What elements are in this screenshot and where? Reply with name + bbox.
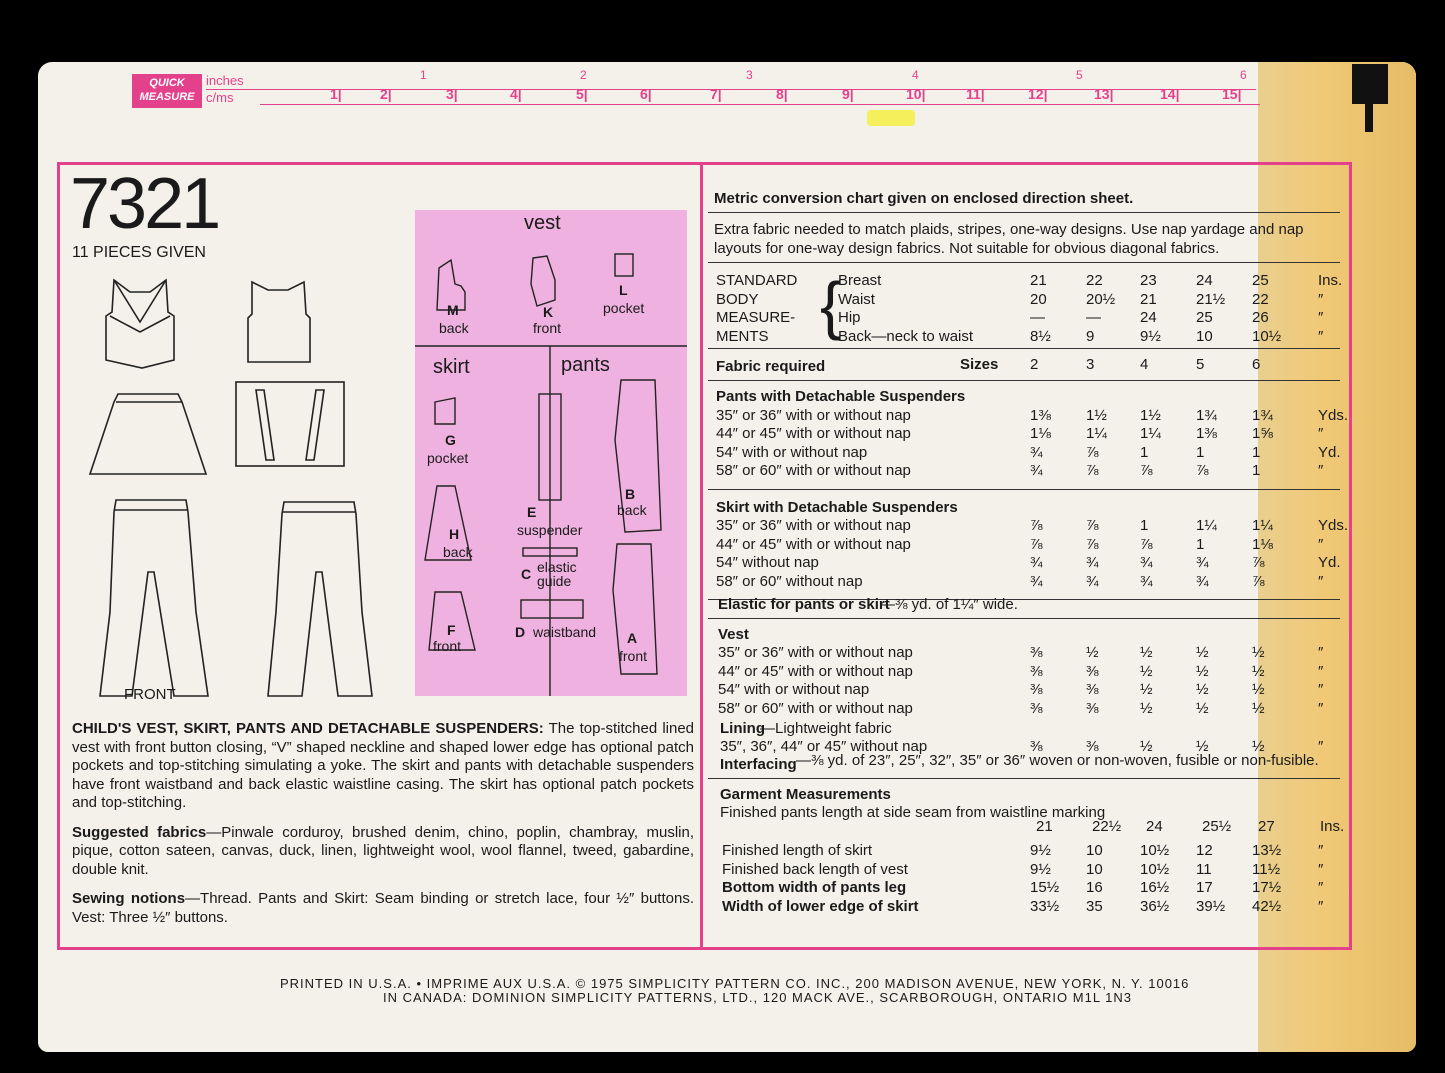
row-label: 44″ or 45″ with or without nap xyxy=(716,535,911,553)
value-cell: 9½ xyxy=(1140,327,1161,345)
garment-illustrations xyxy=(70,272,400,712)
inches-label: inches xyxy=(206,73,244,88)
value-cell: 24 xyxy=(1146,818,1163,835)
piece-letter: F xyxy=(447,622,456,638)
value-cell: 25 xyxy=(1252,272,1269,289)
value-cell: ¾ xyxy=(1030,443,1043,461)
ruler-inch-tick: 5 xyxy=(1076,68,1083,82)
section-title: Pants with Detachable Suspenders xyxy=(716,388,966,405)
piece-letter: C xyxy=(521,566,532,582)
value-cell: 1 xyxy=(1140,443,1149,461)
row-label: Back—neck to waist xyxy=(838,327,974,345)
value-cell: ⅞ xyxy=(1252,554,1265,571)
rule xyxy=(708,262,1340,263)
value-cell: ¾ xyxy=(1140,572,1153,590)
ruler-cm-tick: 12| xyxy=(1028,86,1048,102)
value-cell: 26 xyxy=(1252,309,1269,326)
value-cell: ¾ xyxy=(1196,572,1209,590)
piece-letter: E xyxy=(527,504,537,520)
value-cell: 1⅛ xyxy=(1252,535,1273,553)
ruler-line xyxy=(260,104,1260,105)
value-cell: ⅜ xyxy=(1086,699,1099,717)
value-cell: 25 xyxy=(1196,309,1213,326)
row-label: Width of lower edge of skirt xyxy=(722,897,919,915)
row-label: 35″ or 36″ with or without nap xyxy=(716,517,911,534)
unit-cell: ″ xyxy=(1318,290,1324,308)
row-label: Finished length of skirt xyxy=(722,842,873,859)
size-header: 2 xyxy=(1030,356,1039,373)
size-header: 3 xyxy=(1086,356,1095,373)
value-cell: ⅞ xyxy=(1140,535,1153,553)
value-cell: ⅜ xyxy=(1086,662,1099,680)
unit-cell: Yd. xyxy=(1318,554,1341,571)
value-cell: 13½ xyxy=(1252,842,1282,859)
suspenders-drawing xyxy=(236,382,344,466)
metric-note: Metric conversion chart given on enclosed direction sheet. xyxy=(714,190,1134,207)
row-label: 44″ or 45″ with or without nap xyxy=(718,662,913,680)
value-cell: 35 xyxy=(1086,897,1103,915)
value-cell: ½ xyxy=(1252,681,1265,698)
value-cell: 21 xyxy=(1140,290,1157,308)
value-cell: ½ xyxy=(1140,738,1153,755)
body-measure-label: MENTS xyxy=(716,327,769,345)
piece-letter: A xyxy=(627,630,638,646)
value-cell: 20 xyxy=(1030,290,1047,308)
ruler-cm-tick: 5| xyxy=(576,86,588,102)
value-cell: 1¼ xyxy=(1086,425,1107,442)
rule xyxy=(708,348,1340,349)
value-cell: ⅞ xyxy=(1086,535,1099,553)
value-cell: ⅞ xyxy=(1252,572,1265,590)
value-cell: ½ xyxy=(1252,644,1265,661)
row-label: Waist xyxy=(838,290,875,308)
value-cell: 1½ xyxy=(1086,406,1107,424)
body-measure-label: MEASURE- xyxy=(716,309,796,326)
value-cell: 10 xyxy=(1196,327,1213,345)
value-cell: 1¼ xyxy=(1140,425,1161,442)
extra-fabric-note: Extra fabric needed to match plaids, stripes, one-way designs. Use nap yardage and nap layouts for one-way design fabrics. Not suitable for obvious diagonal fabrics. xyxy=(714,221,1304,257)
fabrics-label: Suggested fabrics xyxy=(72,823,207,841)
value-cell: 10½ xyxy=(1252,327,1282,345)
value-cell: ½ xyxy=(1086,644,1099,661)
ruler-cm-tick: 9| xyxy=(842,86,854,102)
yellow-tab xyxy=(867,110,915,126)
value-cell: 1 xyxy=(1252,462,1261,479)
piece-name: front xyxy=(619,648,648,664)
ruler-inch-tick: 6 xyxy=(1240,68,1247,82)
unit-cell: Ins. xyxy=(1320,818,1345,835)
unit-cell: ″ xyxy=(1318,327,1324,345)
value-cell: 10½ xyxy=(1140,842,1170,859)
value-cell: 1⅜ xyxy=(1030,406,1051,424)
value-cell: 42½ xyxy=(1252,897,1282,915)
row-label: 58″ or 60″ with or without nap xyxy=(718,699,913,717)
skirt-heading: skirt xyxy=(433,356,470,378)
unit-cell: ″ xyxy=(1318,860,1324,878)
value-cell: ½ xyxy=(1140,644,1153,661)
row-label: 44″ or 45″ with or without nap xyxy=(716,425,911,442)
row-label: 58″ or 60″ with or without nap xyxy=(716,462,911,479)
brace: { xyxy=(820,269,842,341)
garment-sub: Finished pants length at side seam from waistline marking xyxy=(720,804,1106,821)
lining-text: —Lightweight fabric xyxy=(760,720,892,737)
value-cell: ½ xyxy=(1196,738,1209,755)
row-label: Breast xyxy=(838,272,882,289)
notions-text: —Thread. Pants and Skirt: Seam binding or stretch lace, four ½″ buttons. Vest: Three ½″ buttons. xyxy=(72,890,694,926)
unit-cell: ″ xyxy=(1318,681,1324,698)
value-cell: 1¼ xyxy=(1196,517,1217,534)
lining-label: Lining xyxy=(720,720,765,737)
unit-cell: ″ xyxy=(1318,879,1324,896)
value-cell: — xyxy=(1086,309,1101,326)
size-header: 6 xyxy=(1252,356,1261,373)
piece-letter: M xyxy=(447,302,459,318)
tape-mark xyxy=(1352,64,1388,104)
row-label: 35″, 36″, 44″ or 45″ without nap xyxy=(720,738,928,755)
interfacing-text: —⅜ yd. of 23″, 25″, 32″, 35″ or 36″ woven or non-woven, fusible or non-fusible. xyxy=(796,752,1319,769)
piece-name: suspender xyxy=(517,522,583,538)
value-cell: 24 xyxy=(1140,309,1157,326)
value-cell: 1⅛ xyxy=(1030,425,1051,442)
fabrics-text: —Pinwale corduroy, brushed denim, chino, poplin, chambray, muslin, pique, cotton sateen, canvas, duck, linen, lightweight wool, wool flannel, tweed, gabardine, double knit. xyxy=(72,823,694,878)
ruler-cm-tick: 4| xyxy=(510,86,522,102)
unit-cell: ″ xyxy=(1318,572,1324,590)
unit-cell: Yds. xyxy=(1318,517,1349,534)
value-cell: ⅞ xyxy=(1086,443,1099,461)
unit-cell: ″ xyxy=(1318,535,1324,553)
pants-front-drawing xyxy=(100,500,208,696)
row-label: Finished back length of vest xyxy=(722,860,908,878)
value-cell: ¾ xyxy=(1030,572,1043,590)
fabric-required-label: Fabric required xyxy=(716,358,826,375)
value-cell: 25½ xyxy=(1202,818,1232,835)
value-cell: ¾ xyxy=(1030,554,1043,571)
value-cell: ¾ xyxy=(1196,554,1209,571)
value-cell: ½ xyxy=(1196,699,1209,717)
value-cell: ¾ xyxy=(1030,462,1043,479)
value-cell: ½ xyxy=(1196,681,1209,698)
value-cell: ⅜ xyxy=(1030,738,1043,755)
value-cell: 1⅜ xyxy=(1196,425,1217,442)
value-cell: ½ xyxy=(1140,681,1153,698)
value-cell: 21 xyxy=(1036,818,1053,835)
value-cell: 36½ xyxy=(1140,897,1170,915)
tape-mark-small xyxy=(1365,102,1373,132)
unit-cell: Ins. xyxy=(1318,272,1343,289)
body-measure-label: STANDARD xyxy=(716,272,798,289)
pants-back-drawing xyxy=(268,502,372,696)
ruler-inch-tick: 3 xyxy=(746,68,753,82)
value-cell: 1½ xyxy=(1140,406,1161,424)
unit-cell: ″ xyxy=(1318,644,1324,661)
value-cell: 9½ xyxy=(1030,842,1051,859)
piece-letter: B xyxy=(625,486,636,502)
value-cell: 1¼ xyxy=(1252,517,1273,534)
value-cell: 23 xyxy=(1140,272,1157,289)
pattern-description xyxy=(72,720,694,938)
unit-cell: ″ xyxy=(1318,425,1324,442)
value-cell: 24 xyxy=(1196,272,1213,289)
vest-front-drawing xyxy=(106,280,174,368)
piece-letter: L xyxy=(619,282,628,298)
value-cell: ⅜ xyxy=(1030,681,1043,698)
ruler-cm-tick: 8| xyxy=(776,86,788,102)
piece-name: back xyxy=(443,544,473,560)
size-header: 5 xyxy=(1196,356,1205,373)
row-label: 54″ with or without nap xyxy=(716,443,868,461)
body-measure-label: BODY xyxy=(716,290,759,308)
elastic-text: —⅜ yd. of 1¼″ wide. xyxy=(880,596,1018,613)
ruler-inch-tick: 2 xyxy=(580,68,587,82)
row-label: 58″ or 60″ without nap xyxy=(716,572,863,590)
pants-heading: pants xyxy=(561,354,610,376)
unit-cell: ″ xyxy=(1318,897,1324,915)
ruler-cm-tick: 1| xyxy=(330,86,342,102)
value-cell: ⅞ xyxy=(1030,535,1043,553)
value-cell: 33½ xyxy=(1030,897,1060,915)
value-cell: 1¾ xyxy=(1196,406,1217,424)
rule xyxy=(708,380,1340,381)
value-cell: ¾ xyxy=(1140,554,1153,571)
size-header: 4 xyxy=(1140,356,1149,373)
piece-letter: H xyxy=(449,526,460,542)
elastic-label: Elastic for pants or skirt xyxy=(718,596,890,613)
value-cell: ⅞ xyxy=(1086,517,1099,534)
value-cell: 10 xyxy=(1086,860,1103,878)
section-title: Vest xyxy=(718,626,749,643)
description-body: The top-stitched lined vest with front button closing, “V” shaped neckline and shaped lower edge has optional patch pockets and top-stitching simulating a yoke. The skirt and pants with detachable suspenders have front waistband and back elastic waistline casing. The skirt has optional patch pockets and top-stitching. xyxy=(72,720,695,811)
value-cell: ⅞ xyxy=(1196,462,1209,479)
value-cell: ½ xyxy=(1252,699,1265,717)
value-cell: ⅜ xyxy=(1086,738,1099,755)
row-label: 35″ or 36″ with or without nap xyxy=(718,644,913,661)
value-cell: 10½ xyxy=(1140,860,1170,878)
rule xyxy=(708,212,1340,213)
column-divider xyxy=(700,165,703,947)
value-cell: ½ xyxy=(1252,738,1265,755)
value-cell: ¾ xyxy=(1086,554,1099,571)
value-cell: ⅜ xyxy=(1030,644,1043,661)
piece-letter: K xyxy=(543,304,554,320)
value-cell: 1¾ xyxy=(1252,406,1273,424)
unit-cell: Yds. xyxy=(1318,406,1349,424)
unit-cell: ″ xyxy=(1318,699,1324,717)
ruler-cm-tick: 14| xyxy=(1160,86,1180,102)
piece-name: back xyxy=(439,320,469,336)
unit-cell: ″ xyxy=(1318,309,1324,326)
value-cell: ½ xyxy=(1140,699,1153,717)
front-label: FRONT xyxy=(124,686,176,703)
value-cell: 11½ xyxy=(1252,860,1281,878)
piece-name: elastic guide xyxy=(537,559,577,589)
value-cell: — xyxy=(1030,309,1045,326)
ruler-cm-tick: 15| xyxy=(1222,86,1242,102)
value-cell: ⅜ xyxy=(1030,699,1043,717)
value-cell: ½ xyxy=(1196,662,1209,680)
skirt-drawing xyxy=(90,394,206,474)
value-cell: 27 xyxy=(1258,818,1275,835)
ruler-cm-tick: 13| xyxy=(1094,86,1114,102)
value-cell: 1 xyxy=(1196,443,1205,461)
rule xyxy=(708,778,1340,779)
row-label: 54″ with or without nap xyxy=(718,681,870,698)
vest-back-drawing xyxy=(248,282,310,362)
value-cell: ⅞ xyxy=(1030,517,1043,534)
piece-letter: D xyxy=(515,624,526,640)
value-cell: ½ xyxy=(1196,644,1209,661)
ruler-inch-tick: 1 xyxy=(420,68,427,82)
unit-cell: ″ xyxy=(1318,738,1324,755)
value-cell: 16 xyxy=(1086,879,1103,896)
pattern-pieces-box xyxy=(415,210,687,696)
piece-name: front xyxy=(433,638,462,654)
value-cell: 21½ xyxy=(1196,290,1226,308)
value-cell: 39½ xyxy=(1196,897,1226,915)
piece-name: pocket xyxy=(603,300,645,316)
value-cell: 22 xyxy=(1252,290,1269,308)
value-cell: 1⅝ xyxy=(1252,425,1273,442)
row-label: 35″ or 36″ with or without nap xyxy=(716,406,911,424)
unit-cell: ″ xyxy=(1318,462,1324,479)
value-cell: ¾ xyxy=(1086,572,1099,590)
value-cell: ⅞ xyxy=(1140,462,1153,479)
unit-cell: Yd. xyxy=(1318,443,1341,461)
value-cell: 20½ xyxy=(1086,290,1116,308)
unit-cell: ″ xyxy=(1318,662,1324,680)
value-cell: 21 xyxy=(1030,272,1047,289)
ruler-cm-tick: 3| xyxy=(446,86,458,102)
rule xyxy=(708,618,1340,619)
piece-name: waistband xyxy=(533,624,597,640)
row-label: Bottom width of pants leg xyxy=(722,879,907,896)
value-cell: ⅜ xyxy=(1030,662,1043,680)
section-title: Skirt with Detachable Suspenders xyxy=(716,498,958,516)
pattern-number: 7321 xyxy=(70,164,219,244)
vest-heading: vest xyxy=(524,212,561,234)
description-title: CHILD'S VEST, SKIRT, PANTS AND DETACHABLE SUSPENDERS: xyxy=(72,720,544,737)
value-cell: 17 xyxy=(1196,879,1213,896)
value-cell: 10 xyxy=(1086,842,1103,859)
ruler-cm-tick: 11| xyxy=(966,86,985,102)
value-cell: 9½ xyxy=(1030,860,1051,878)
value-cell: 22 xyxy=(1086,272,1103,289)
interfacing-label: Interfacing xyxy=(720,756,797,773)
value-cell: 22½ xyxy=(1092,818,1122,835)
value-cell: ⅜ xyxy=(1086,681,1099,698)
row-label: 54″ without nap xyxy=(716,554,819,571)
ruler-cm-tick: 2| xyxy=(380,86,392,102)
value-cell: 12 xyxy=(1196,842,1213,859)
sizes-label: Sizes xyxy=(960,356,999,373)
value-cell: 8½ xyxy=(1030,327,1051,345)
ruler-inch-tick: 4 xyxy=(912,68,919,82)
piece-name: pocket xyxy=(427,450,469,466)
value-cell: 1 xyxy=(1252,443,1261,461)
unit-cell: ″ xyxy=(1318,842,1324,859)
piece-letter: G xyxy=(445,432,456,448)
value-cell: 1 xyxy=(1196,535,1205,553)
value-cell: ⅞ xyxy=(1086,462,1099,479)
ruler-cm-tick: 7| xyxy=(710,86,722,102)
cms-label: c/ms xyxy=(206,90,234,105)
value-cell: 15½ xyxy=(1030,879,1060,896)
footer-line-2: IN CANADA: DOMINION SIMPLICITY PATTERNS, LTD., 120 MACK AVE., SCARBOROUGH, ONTARIO M1L 1N3 xyxy=(383,990,1133,1005)
value-cell: 1 xyxy=(1140,517,1149,534)
piece-name: front xyxy=(533,320,562,336)
quick-measure-label: QUICK MEASURE xyxy=(132,74,202,108)
notions-label: Sewing notions xyxy=(72,890,186,907)
row-label: Hip xyxy=(838,309,861,326)
rule xyxy=(708,489,1340,490)
value-cell: 11 xyxy=(1196,860,1212,878)
value-cell: 17½ xyxy=(1252,879,1282,896)
section-title: Garment Measurements xyxy=(720,786,891,803)
pieces-given: 11 PIECES GIVEN xyxy=(72,244,206,261)
ruler-cm-tick: 10| xyxy=(906,86,926,102)
value-cell: ½ xyxy=(1252,662,1265,680)
footer-line-1: PRINTED IN U.S.A. • IMPRIME AUX U.S.A. © 1975 SIMPLICITY PATTERN CO. INC., 200 MADISON AVENUE, NEW YORK, N. Y. 10016 xyxy=(280,976,1190,991)
value-cell: 9 xyxy=(1086,327,1095,345)
value-cell: ½ xyxy=(1140,662,1153,680)
ruler-cm-tick: 6| xyxy=(640,86,652,102)
piece-name: back xyxy=(617,502,647,518)
value-cell: 16½ xyxy=(1140,879,1170,896)
